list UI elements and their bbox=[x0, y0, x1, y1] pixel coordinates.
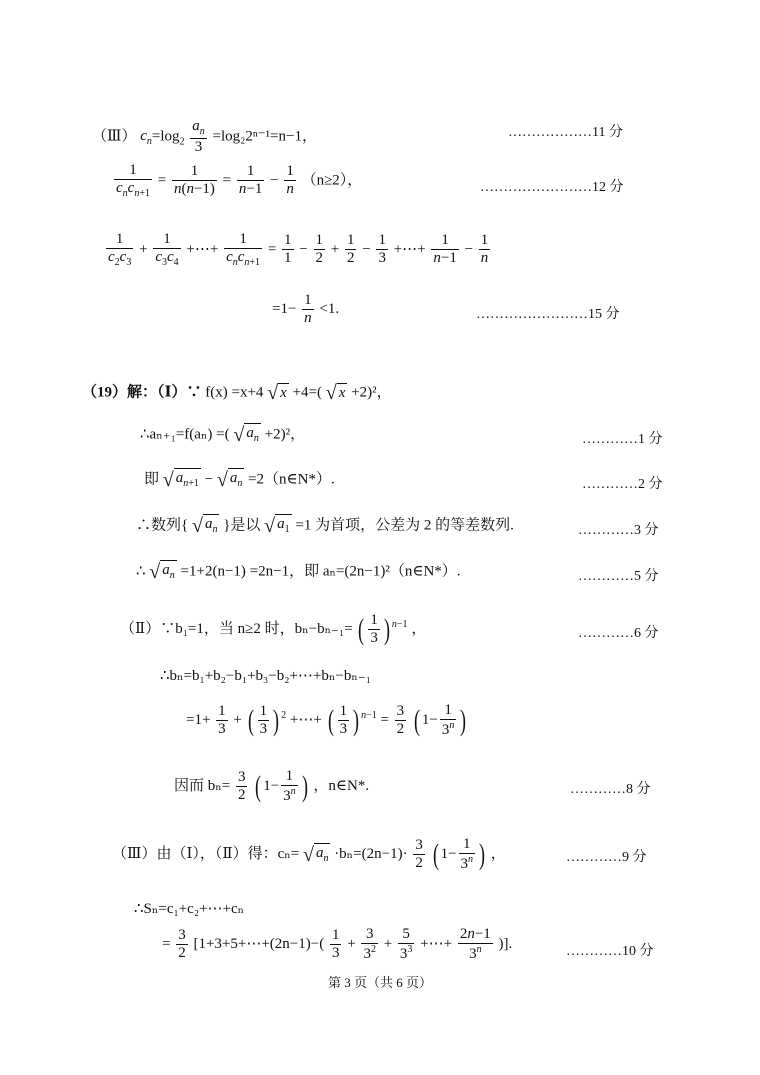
score-9: …………9 分 bbox=[566, 850, 647, 865]
score-2: …………2 分 bbox=[582, 477, 663, 492]
part3-label: （Ⅲ） bbox=[92, 128, 137, 145]
q19-f: f(x) =x+4 bbox=[205, 384, 264, 401]
score-3: …………3 分 bbox=[578, 523, 659, 538]
seq-line: ∴数列{ √ $a_n$ }是以 √ $a_1 =1$ 为首项，公差为 2 的等差数列. bbox=[136, 515, 514, 537]
part3b-b: ·bₙ=(2n−1)· bbox=[334, 846, 408, 863]
part3b-line: （Ⅲ）由（Ⅰ），（Ⅱ）得：cₙ= √ $a_n \cdot b_n=(2n-1)\cdot$ $\frac{3}{2}$ ( 1− $\frac{1}{3^n}$ ) ， bbox=[112, 836, 506, 873]
q19-f-tail: +4=( bbox=[292, 384, 323, 401]
ji-line: 即 √ $a_{n+1}$ − √ $a_n$ =2（n∈N*）. bbox=[144, 469, 335, 491]
bn-expand-b: +⋯+ bbox=[289, 712, 322, 729]
an-line: ∴ √ $a_n =1+2(n-1) =2n-1$，即 aₙ=(2n−1)²（n∈N*）. bbox=[136, 561, 461, 583]
bn-sum-line: ∴bₙ=b₁+b₂−b₁+b₃−b₂+⋯+bₙ−bₙ₋₁ bbox=[160, 668, 371, 684]
ji-text: 即 bbox=[144, 471, 160, 488]
bn-expand-c: = bbox=[380, 712, 389, 729]
q19-f-end: +2)²， bbox=[351, 384, 392, 401]
bn-expand-a: =1+ bbox=[186, 712, 211, 729]
score-5: …………5 分 bbox=[578, 569, 659, 584]
ji-end: =2（n∈N*）. bbox=[248, 471, 335, 488]
recip-cond: （n≥2）， bbox=[301, 172, 363, 189]
part3b-a: （Ⅲ）由（Ⅰ），（Ⅱ）得：cₙ= bbox=[112, 846, 300, 863]
an-b: =1+2(n−1) =2n−1，即 aₙ=(2n−1)²（n∈N*）. bbox=[180, 563, 461, 580]
recip-line: $\frac{1}{c_nc_{n+1}}$ = $\frac{1}{n(n-1)}$ = $\frac{1}{n-1}$ − $\frac{1}{n}$ （n≥2）， bbox=[116, 162, 363, 200]
an1-end: +2)²， bbox=[264, 426, 306, 443]
part2-end: ， bbox=[411, 621, 427, 638]
score-12: ……………………12 分 bbox=[480, 180, 624, 195]
score-1: …………1 分 bbox=[582, 432, 663, 447]
telescoping-line: $\frac{1}{c_2c_3}$ + $\frac{1}{c_3c_4}$ +⋯+ $\frac{1}{c_nc_{n+1}}$ = $\frac{1}{1}$ − $\frac{1}{2}$ + $\frac{1}{2}$ − $\frac{1}{3}$ +⋯+ $\frac{1}{n-1}$ − $\frac{1}{n}$ bbox=[108, 231, 489, 269]
c-def-text: =log₂2ⁿ⁻¹=n−1， bbox=[212, 128, 317, 145]
q19-line: （19）解：（Ⅰ）∵ f(x) =x+4 √ x +4=( √ x +2)²， bbox=[82, 382, 392, 404]
sum-result-a: =1− bbox=[272, 301, 297, 318]
sn2-a: = bbox=[162, 936, 171, 953]
sn2-b: [1+3+5+⋯+(2n−1)−( bbox=[193, 936, 325, 953]
score-15: ……………………15 分 bbox=[476, 307, 620, 322]
part2-line: （Ⅱ）∵b₁=1，当 n≥2 时，bₙ−bₙ₋₁= ( $\frac{1}{3}$ ) $^{n-1}$ ， bbox=[120, 612, 427, 647]
hence-end: ，n∈N*. bbox=[313, 778, 370, 795]
bn-expand-line: =1+ $\frac{1}{3}$ + ( $\frac{1}{3}$ ) $^2$ +⋯+ ( $\frac{1}{3}$ ) $^{n-1}$ = $\frac{3}{2}$ ( 1− $\frac{1}{3^n}$ ) bbox=[186, 702, 467, 739]
page-footer: 第 3 页（共 6 页） bbox=[327, 975, 432, 990]
hence-line: 因而 bₙ= $\frac{3}{2}$ ( 1− $\frac{1}{3^n}$ ) ，n∈N*. bbox=[174, 768, 370, 805]
part2-a: （Ⅱ）∵b₁=1，当 n≥2 时，bₙ−bₙ₋₁= bbox=[120, 621, 353, 638]
part3-cn-line: （Ⅲ） $c_n=\log_2$ $\frac{a_n}{3}$ =log₂2ⁿ⁻¹=n−1， bbox=[92, 118, 317, 155]
score-6: …………6 分 bbox=[578, 626, 659, 641]
seq-c: =1 为首项，公差为 2 的等差数列. bbox=[295, 517, 514, 534]
score-8: …………8 分 bbox=[570, 782, 651, 797]
an1-line: ∴aₙ₊₁=f(aₙ) =( √ $a_n +2)^2$， bbox=[140, 424, 306, 446]
sn-line: ∴Sₙ=c₁+c₂+⋯+cₙ bbox=[134, 901, 245, 917]
sn2-c: )]. bbox=[498, 936, 513, 953]
seq-a: ∴数列{ bbox=[136, 517, 189, 534]
q19-label: （19）解：（Ⅰ）∵ bbox=[82, 384, 202, 401]
fraction-an-3: $\frac{a_n}{3}$ bbox=[192, 118, 205, 155]
score-10: …………10 分 bbox=[566, 944, 654, 959]
an-a: ∴ bbox=[136, 563, 146, 580]
sum-result-b: <1. bbox=[319, 301, 340, 318]
part3b-end: ， bbox=[490, 846, 506, 863]
sum-result-line: =1− $\frac{1}{n}$ <1. bbox=[272, 292, 340, 327]
hence-a: 因而 bₙ= bbox=[174, 778, 231, 795]
score-11: ………………11 分 bbox=[508, 125, 623, 140]
seq-b: }是以 bbox=[223, 517, 261, 534]
sn2-line: = $\frac{3}{2}$ [1+3+5+⋯+(2n−1)−( $\frac{1}{3}$ + $\frac{3}{3^2}$ + $\frac{5}{3^3}$ +⋯+ $\frac{2n-1}{3^n}$ )]. bbox=[162, 926, 513, 963]
an1-text: ∴aₙ₊₁=f(aₙ) =( bbox=[140, 426, 230, 443]
